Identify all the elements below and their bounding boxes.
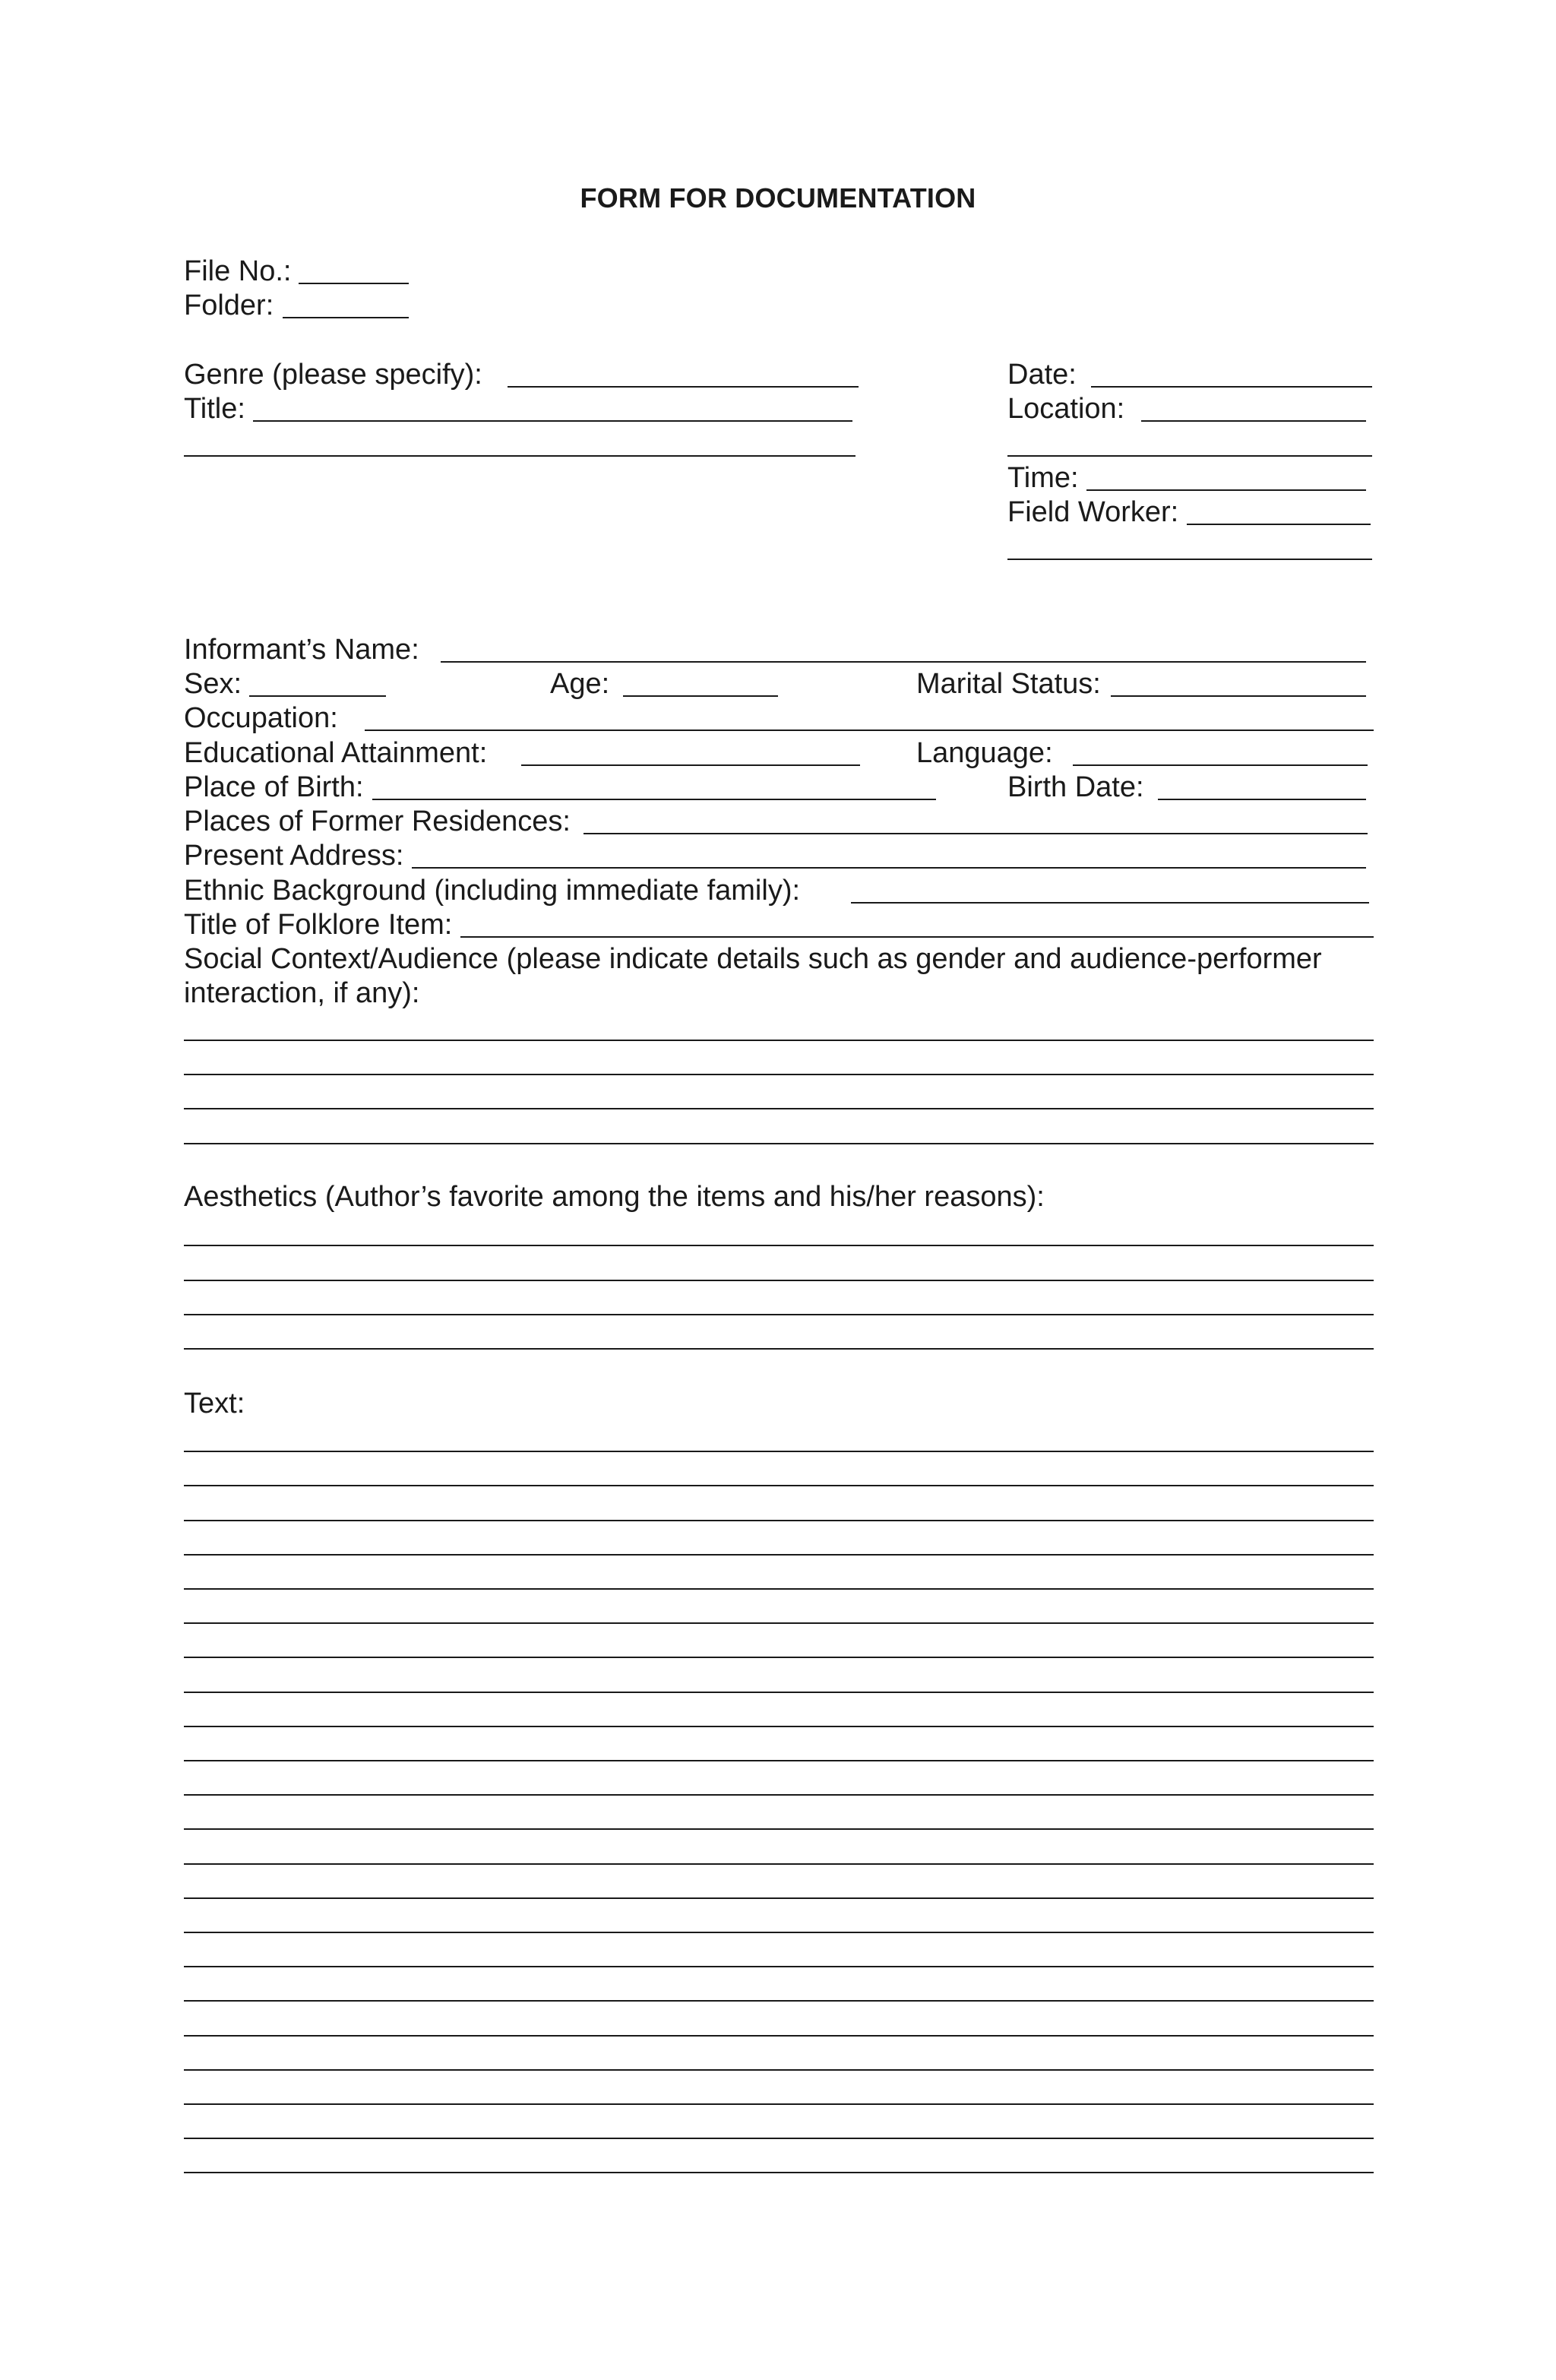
text-line[interactable] bbox=[184, 2000, 1374, 2002]
title-input[interactable] bbox=[248, 420, 852, 422]
aesthetics-line[interactable] bbox=[184, 1314, 1374, 1315]
language-input[interactable] bbox=[1073, 764, 1368, 766]
social-context-line[interactable] bbox=[184, 1040, 1374, 1041]
form-title: FORM FOR DOCUMENTATION bbox=[580, 182, 976, 214]
place-of-birth-label: Place of Birth: bbox=[184, 771, 372, 804]
title-continuation-line[interactable] bbox=[184, 455, 855, 457]
genre-input[interactable] bbox=[508, 386, 859, 388]
aesthetics-label: Aesthetics (Author’s favorite among the items and his/her reasons): bbox=[184, 1180, 1052, 1214]
text-line[interactable] bbox=[184, 1863, 1374, 1865]
file-no-input[interactable] bbox=[296, 283, 409, 284]
time-label: Time: bbox=[1007, 461, 1086, 495]
text-line[interactable] bbox=[184, 1794, 1374, 1796]
field-worker-label: Field Worker: bbox=[1007, 495, 1186, 529]
field-worker-input[interactable] bbox=[1187, 524, 1371, 525]
birth-date-label: Birth Date: bbox=[1007, 771, 1152, 804]
language-label: Language: bbox=[916, 736, 1061, 770]
sex-input[interactable] bbox=[245, 695, 386, 697]
text-line[interactable] bbox=[184, 1622, 1374, 1624]
text-line[interactable] bbox=[184, 1588, 1374, 1590]
location-input[interactable] bbox=[1141, 420, 1366, 422]
text-line[interactable] bbox=[184, 1657, 1374, 1658]
ethnic-background-label: Ethnic Background (including immediate family): bbox=[184, 874, 808, 907]
text-label: Text: bbox=[184, 1387, 252, 1420]
aesthetics-line[interactable] bbox=[184, 1245, 1374, 1246]
text-line[interactable] bbox=[184, 1485, 1374, 1486]
education-input[interactable] bbox=[521, 764, 860, 766]
folder-label: Folder: bbox=[184, 289, 281, 322]
genre-label: Genre (please specify): bbox=[184, 358, 490, 391]
text-line[interactable] bbox=[184, 1692, 1374, 1693]
location-continuation-line[interactable] bbox=[1007, 455, 1372, 457]
text-line[interactable] bbox=[184, 1932, 1374, 1933]
former-residences-label: Places of Former Residences: bbox=[184, 805, 578, 838]
folklore-title-label: Title of Folklore Item: bbox=[184, 908, 460, 942]
file-no-label: File No.: bbox=[184, 255, 299, 288]
title-label: Title: bbox=[184, 392, 253, 426]
ethnic-background-input[interactable] bbox=[851, 902, 1369, 904]
social-context-line[interactable] bbox=[184, 1143, 1374, 1144]
marital-status-label: Marital Status: bbox=[916, 667, 1108, 701]
text-line[interactable] bbox=[184, 2035, 1374, 2037]
text-line[interactable] bbox=[184, 1760, 1374, 1761]
text-line[interactable] bbox=[184, 2069, 1374, 2071]
social-context-label: Social Context/Audience (please indicate details such as gender and audience-performer interaction, if any): bbox=[184, 943, 1322, 1009]
time-input[interactable] bbox=[1086, 489, 1366, 491]
birth-date-input[interactable] bbox=[1158, 799, 1366, 800]
aesthetics-line[interactable] bbox=[184, 1280, 1374, 1281]
text-line[interactable] bbox=[184, 1520, 1374, 1521]
education-label: Educational Attainment: bbox=[184, 736, 495, 770]
text-line[interactable] bbox=[184, 2172, 1374, 2173]
field-worker-continuation-line[interactable] bbox=[1007, 559, 1372, 560]
informant-name-label: Informant’s Name: bbox=[184, 633, 427, 666]
occupation-label: Occupation: bbox=[184, 701, 346, 735]
text-line[interactable] bbox=[184, 1828, 1374, 1830]
social-context-line[interactable] bbox=[184, 1074, 1374, 1075]
informant-name-input[interactable] bbox=[441, 661, 1366, 663]
present-address-input[interactable] bbox=[412, 867, 1366, 869]
social-context-line[interactable] bbox=[184, 1108, 1374, 1109]
folklore-title-input[interactable] bbox=[460, 936, 1374, 938]
text-line[interactable] bbox=[184, 2103, 1374, 2105]
age-label: Age: bbox=[550, 667, 617, 701]
marital-status-input[interactable] bbox=[1111, 695, 1366, 697]
text-line[interactable] bbox=[184, 1897, 1374, 1899]
text-line[interactable] bbox=[184, 1451, 1374, 1452]
age-input[interactable] bbox=[623, 695, 778, 697]
present-address-label: Present Address: bbox=[184, 839, 411, 872]
text-line[interactable] bbox=[184, 1554, 1374, 1556]
text-line[interactable] bbox=[184, 2138, 1374, 2139]
occupation-input[interactable] bbox=[365, 730, 1374, 731]
folder-input[interactable] bbox=[283, 317, 409, 318]
text-line[interactable] bbox=[184, 1726, 1374, 1727]
sex-label: Sex: bbox=[184, 667, 249, 701]
aesthetics-line[interactable] bbox=[184, 1348, 1374, 1350]
date-label: Date: bbox=[1007, 358, 1084, 391]
former-residences-input[interactable] bbox=[584, 833, 1368, 834]
date-input[interactable] bbox=[1091, 386, 1372, 388]
text-line[interactable] bbox=[184, 1966, 1374, 1967]
place-of-birth-input[interactable] bbox=[372, 799, 936, 800]
location-label: Location: bbox=[1007, 392, 1132, 426]
